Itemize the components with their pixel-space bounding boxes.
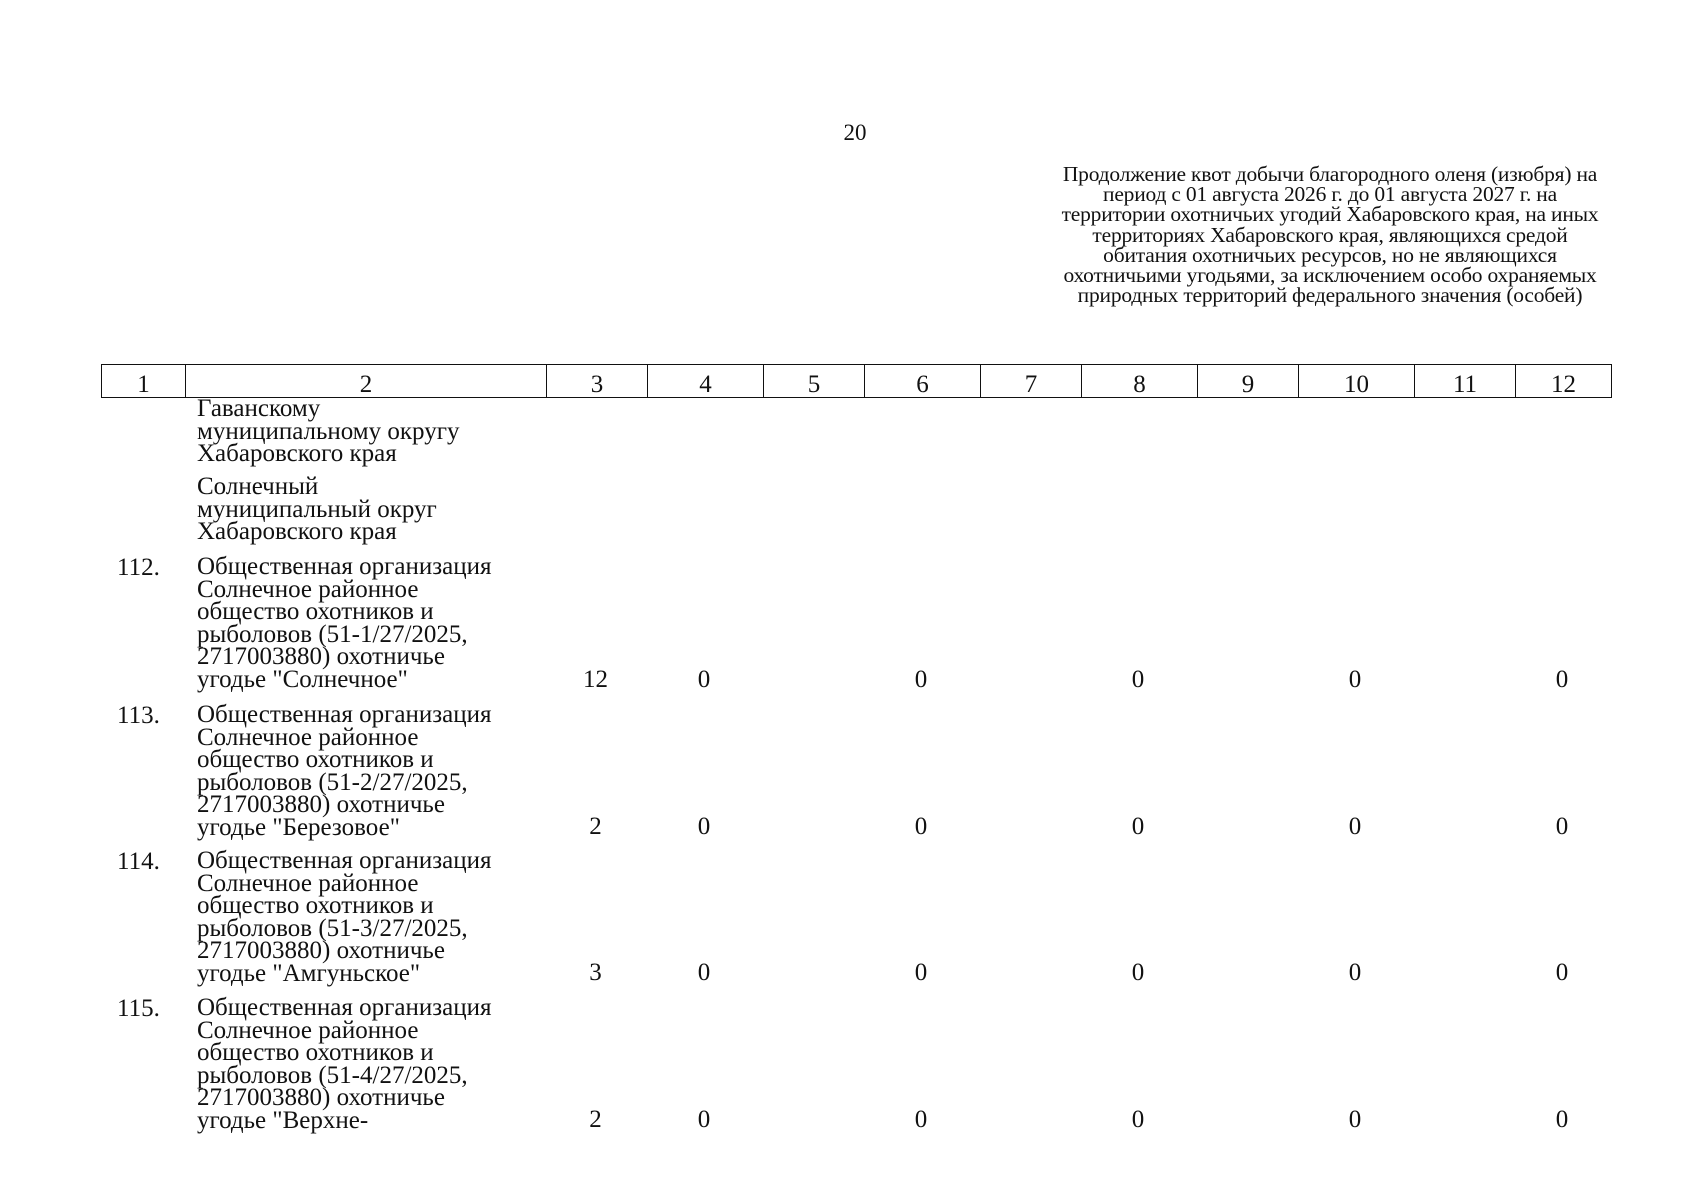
value-col-4: 0 [697,959,711,986]
value-col-12: 0 [1555,666,1569,693]
row-number: 114. [117,848,160,875]
organization-name: Общественная организация Солнечное районное общество охотников и рыболовов (51-4/27/2025, 2717003880) охотничье угодье "Верхне- [197,994,492,1134]
continued-district-text: Гаванскому муниципальному округу Хабаровского края [197,395,460,467]
column-header-6: 6 [864,365,980,397]
row-number: 112. [117,554,160,581]
value-col-6: 0 [914,666,928,693]
value-col-10: 0 [1348,666,1362,693]
column-header-7: 7 [980,365,1081,397]
organization-name: Общественная организация Солнечное районное общество охотников и рыболовов (51-3/27/2025, 2717003880) охотничье угодье "Амгуньское" [197,847,492,987]
value-col-8: 0 [1131,1106,1145,1133]
row-number: 113. [117,702,160,729]
value-col-3: 3 [589,959,602,986]
page-number: 20 [843,120,867,145]
value-col-8: 0 [1131,813,1145,840]
column-header-8: 8 [1081,365,1197,397]
value-col-10: 0 [1348,1106,1362,1133]
organization-name: Общественная организация Солнечное районное общество охотников и рыболовов (51-2/27/2025, 2717003880) охотничье угодье "Березовое" [197,701,492,841]
column-header-4: 4 [647,365,763,397]
table-header-row [101,364,1612,398]
column-header-1: 1 [137,371,150,398]
section-heading-solnechny: Солнечный муниципальный округ Хабаровского края [197,473,437,545]
row-number: 115. [117,995,160,1022]
value-col-4: 0 [697,666,711,693]
organization-name: Общественная организация Солнечное районное общество охотников и рыболовов (51-1/27/2025, 2717003880) охотничье угодье "Солнечное" [197,553,492,693]
value-col-3: 12 [583,666,608,693]
value-col-4: 0 [697,813,711,840]
column-header-2: 2 [185,365,546,397]
continuation-title: Продолжение квот добычи благородного оленя (изюбря) на период с 01 августа 2026 г. до 01 августа 2027 г. на территории охотничьих угодий Хабаровского края, на иных территориях Хабаровского края, являющихся средой обитания охотничьих ресурсов, но не являющихся охотничьими угодьями, за исключением особо охраняемых природных территорий федерального значения (особей) [1061,162,1599,308]
value-col-10: 0 [1348,959,1362,986]
value-col-12: 0 [1555,813,1569,840]
column-header-5: 5 [763,365,864,397]
column-header-11: 11 [1414,365,1515,397]
column-header-10: 10 [1298,365,1414,397]
column-header-3: 3 [546,365,647,397]
value-col-10: 0 [1348,813,1362,840]
value-col-6: 0 [914,1106,928,1133]
value-col-8: 0 [1131,666,1145,693]
value-col-4: 0 [697,1106,711,1133]
value-col-8: 0 [1131,959,1145,986]
value-col-12: 0 [1555,959,1569,986]
column-header-12: 12 [1515,365,1611,397]
value-col-6: 0 [914,959,928,986]
value-col-6: 0 [914,813,928,840]
value-col-3: 2 [589,1106,602,1133]
column-header-9: 9 [1197,365,1298,397]
value-col-3: 2 [589,813,602,840]
value-col-12: 0 [1555,1106,1569,1133]
